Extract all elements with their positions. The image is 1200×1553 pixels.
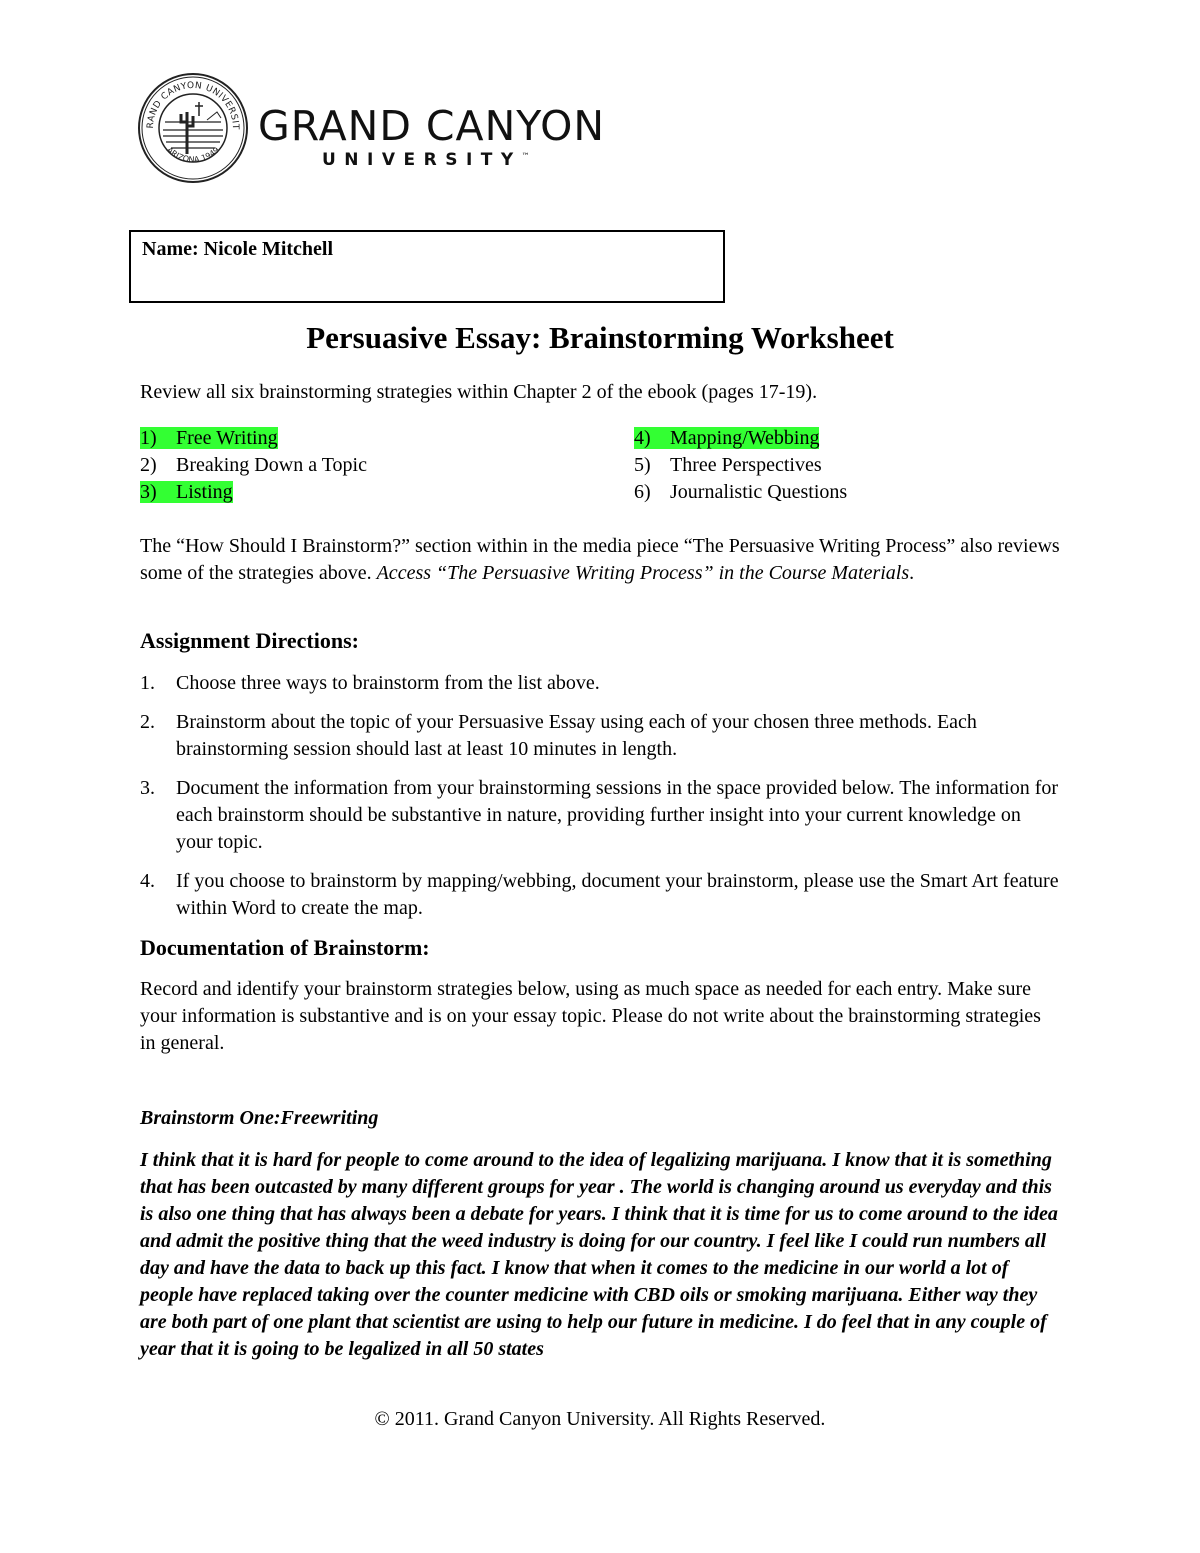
direction-item: 2. Brainstorm about the topic of your Persuasive Essay using each of your chosen three methods. Each brainstorming session should last at least 10 minutes in length. <box>140 711 977 760</box>
trademark-symbol: ™ <box>521 151 530 161</box>
brainstorm-one-body: I think that it is hard for people to come around to the idea of legalizing marijuana. I know that it is something that has been outcasted by many different groups for year . The world is changing around us everyday and this is also one thing that has always been a debate for years. I think that it is time for us to come around to the idea and admit the positive thing that the weed industry is doing for our country. I feel like I could run numbers all day and have the data to back up this fact. I know that when it comes to the medicine in our world a lot of people have replaced taking over the counter medicine with CBD oils or smoking marijuana. Either way they are both part of one plant that scientist are using to help our future in medicine. I do feel that in any couple of year that it is going to be legalized in all 50 states <box>140 1149 1058 1360</box>
university-wordmark <box>258 104 605 170</box>
media-paragraph: The “How Should I Brainstorm?” section within in the media piece “The Persuasive Writing Process” also reviews some of the strategies above. Access “The Persuasive Writing Process” in the Course Materials. <box>140 535 1060 584</box>
direction-item: 4. If you choose to brainstorm by mapping/webbing, document your brainstorm, please use the Smart Art feature within Word to create the map. <box>140 870 1059 919</box>
strategy-item-6: 6) Journalistic Questions <box>634 481 848 503</box>
direction-item: 3. Document the information from your brainstorming sessions in the space provided below. The information for each brainstorm should be substantive in nature, providing further insight into your current knowledge on your topic. <box>140 777 1059 853</box>
page-title: Persuasive Essay: Brainstorming Worksheet <box>306 320 894 355</box>
wordmark-line-1: GRAND CANYON <box>258 102 606 150</box>
strategy-item-5: 5) Three Perspectives <box>634 454 822 476</box>
strategy-item-3: 3) Listing <box>140 481 233 503</box>
copyright-footer: © 2011. Grand Canyon University. All Rights Reserved. <box>374 1408 826 1430</box>
university-seal-logo <box>137 72 249 184</box>
brainstorm-one-heading: Brainstorm One:Freewriting <box>140 1107 379 1129</box>
assignment-directions-heading: Assignment Directions: <box>140 628 359 653</box>
direction-item: 1. Choose three ways to brainstorm from the list above. <box>140 672 600 694</box>
intro-text: Review all six brainstorming strategies within Chapter 2 of the ebook (pages 17-19). <box>140 381 818 403</box>
documentation-heading: Documentation of Brainstorm: <box>140 935 430 960</box>
media-access-note: Access “The Persuasive Writing Process” in the Course Materials <box>376 562 910 584</box>
seal-top-text: RAND CANYON UNIVERSIT <box>145 80 241 131</box>
student-name: Name: Nicole Mitchell <box>142 238 334 260</box>
documentation-text: Record and identify your brainstorm strategies below, using as much space as needed for each entry. Make sure your information is substantive and is on your essay topic. Please do not write about the brainstorming strategies in general. <box>140 978 1041 1054</box>
seal-bottom-text: ARIZONA 1949 <box>164 145 222 165</box>
strategy-item-2: 2) Breaking Down a Topic <box>140 454 367 476</box>
wordmark-line-2: UNIVERSITY™ <box>322 150 530 170</box>
strategy-item-1: 1) Free Writing <box>140 427 278 449</box>
directions-list <box>140 670 1060 934</box>
name-box[interactable] <box>129 230 725 303</box>
strategy-item-4: 4) Mapping/Webbing <box>634 427 820 449</box>
